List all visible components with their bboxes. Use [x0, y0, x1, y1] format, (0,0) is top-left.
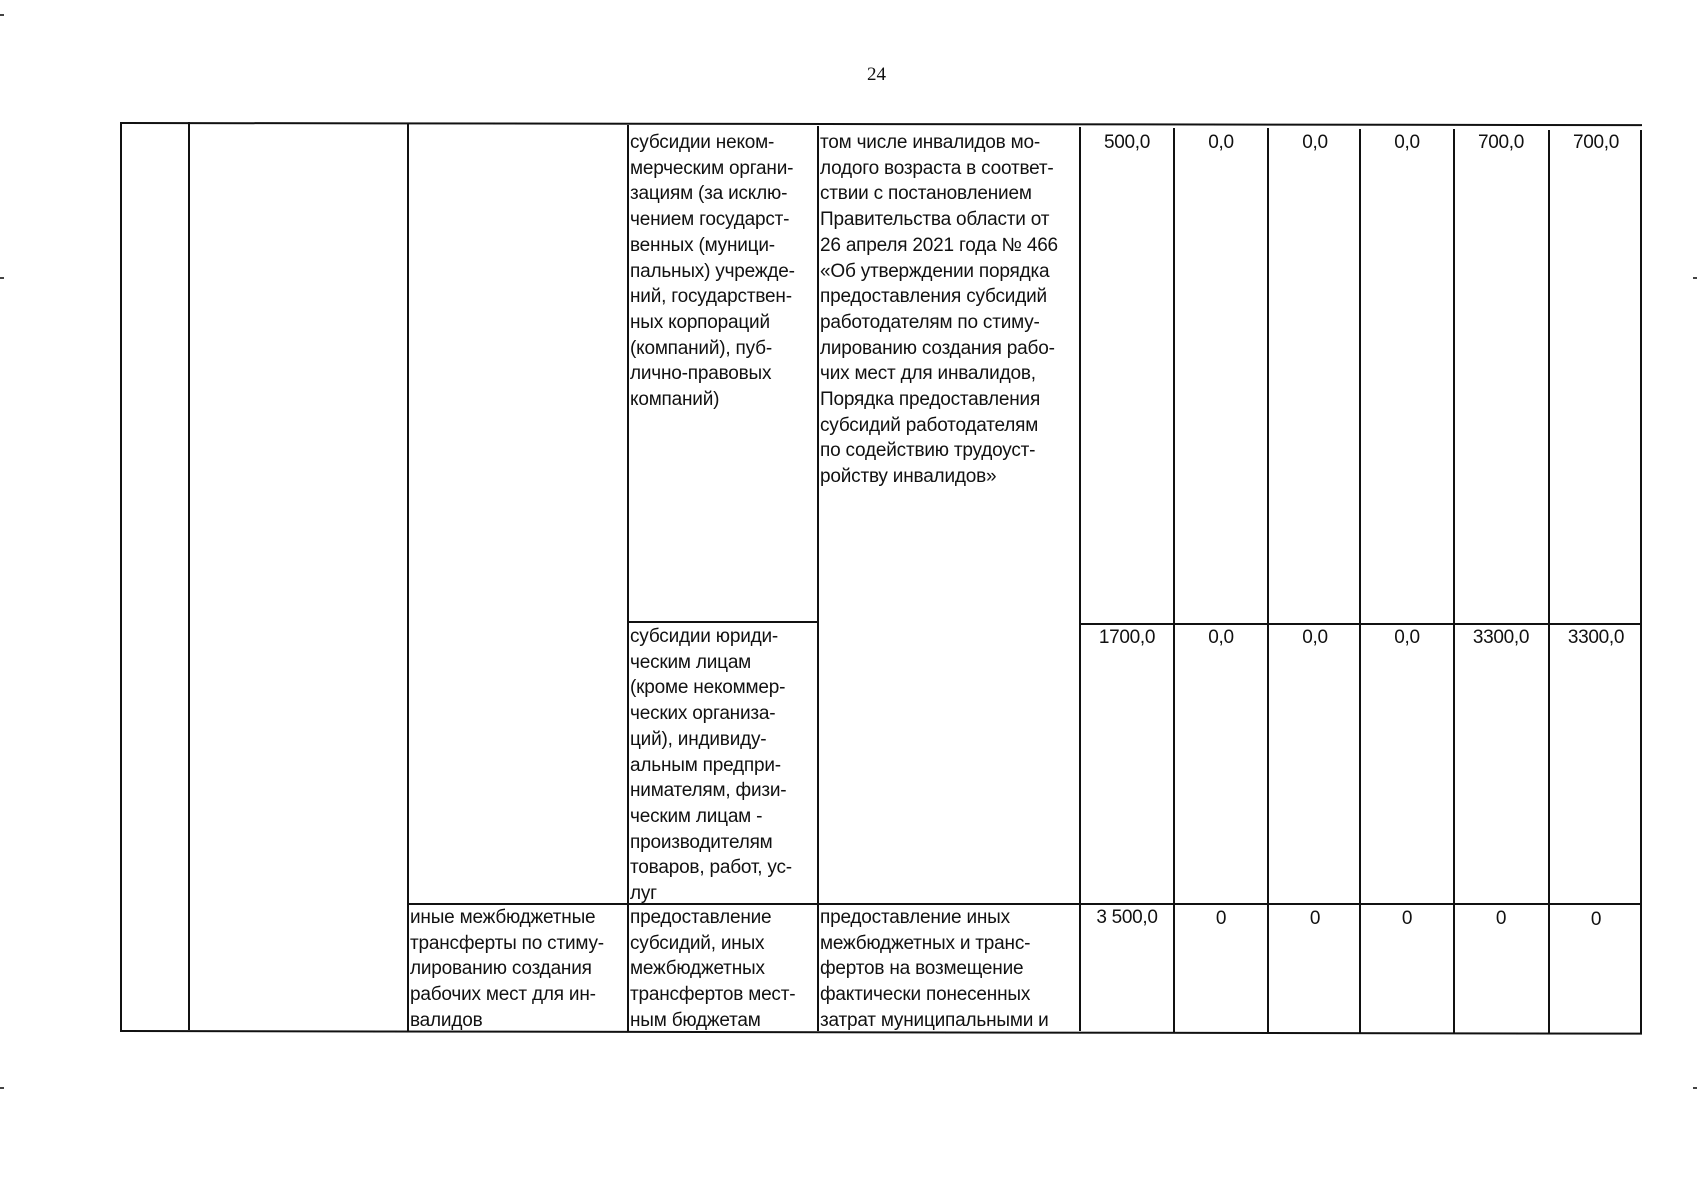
column-divider [1173, 128, 1175, 1032]
row2-expense-type: субсидии юриди- ческим лицам (кроме некоммер- ческих организа- ций), индивиду- альным предпри- нимателям, физи- ческим лицам - производителям товаров, работ, ус- луг [630, 626, 792, 905]
row1-legal-basis: том числе инвалидов мо- лодого возраста в соответ- ствии с постановлением Правительства области от 26 апреля 2021 года № 466 «Об утверждении порядка предоставления субсидий работодателям по стиму- лированию создания рабо- чих мест для инвалидов, Порядка предоставления субсидий работодателям по содействию трудоуст- ройству инвалидов» [820, 132, 1058, 488]
row-divider [1079, 623, 1642, 625]
row1-value-2: 0,0 [1208, 132, 1234, 153]
row3-value-6: 0 [1590, 909, 1602, 930]
scan-mark [0, 1087, 4, 1089]
row2-value-4: 0,0 [1394, 627, 1420, 648]
row2-value-3: 0,0 [1302, 627, 1328, 648]
row-divider [627, 621, 819, 623]
page-number: 24 [867, 64, 886, 85]
row3-measure: иные межбюджетные трансферты по стиму- лированию создания рабочих мест для ин- валидов [410, 907, 604, 1031]
row3-legal-basis: предоставление иных межбюджетных и транс- фертов на возмещение фактически понесенных затрат муниципальными и [820, 907, 1049, 1031]
column-divider [188, 122, 190, 1030]
row3-value-3: 0 [1309, 908, 1321, 929]
table-border-top [120, 122, 1642, 126]
row2-value-2: 0,0 [1208, 627, 1234, 648]
row1-value-6: 700,0 [1572, 132, 1620, 153]
table-border-left [120, 122, 122, 1032]
scan-mark [1693, 277, 1697, 279]
column-divider [1359, 129, 1361, 1033]
row3-value-1: 3 500,0 [1096, 907, 1158, 928]
scan-mark [1693, 1087, 1697, 1089]
table-border-right [1640, 130, 1642, 1034]
row1-value-3: 0,0 [1302, 132, 1328, 153]
scan-mark [0, 14, 4, 16]
column-divider [627, 125, 629, 1031]
row3-value-5: 0 [1495, 908, 1507, 929]
row1-value-5: 700,0 [1477, 132, 1525, 153]
row3-expense-type: предоставление субсидий, иных межбюджетных трансфертов мест- ным бюджетам [630, 907, 796, 1031]
column-divider [1453, 129, 1455, 1033]
row2-value-5: 3300,0 [1472, 627, 1530, 648]
column-divider [407, 123, 409, 1031]
row1-expense-type: субсидии неком- мерческим органи- зациям (за исклю- чением государст- венных (муници- пальных) учрежде- ний, государствен- ных корпораций (компаний), пуб- лично-правовых компаний) [630, 132, 795, 411]
row3-value-4: 0 [1401, 908, 1413, 929]
row3-value-2: 0 [1215, 908, 1227, 929]
scan-mark [0, 277, 4, 279]
column-divider [1267, 128, 1269, 1032]
row1-value-4: 0,0 [1394, 132, 1420, 153]
row1-value-1: 500,0 [1103, 132, 1151, 153]
row2-value-1: 1700,0 [1098, 627, 1156, 648]
column-divider [1548, 130, 1550, 1034]
row2-value-6: 3300,0 [1567, 627, 1625, 648]
